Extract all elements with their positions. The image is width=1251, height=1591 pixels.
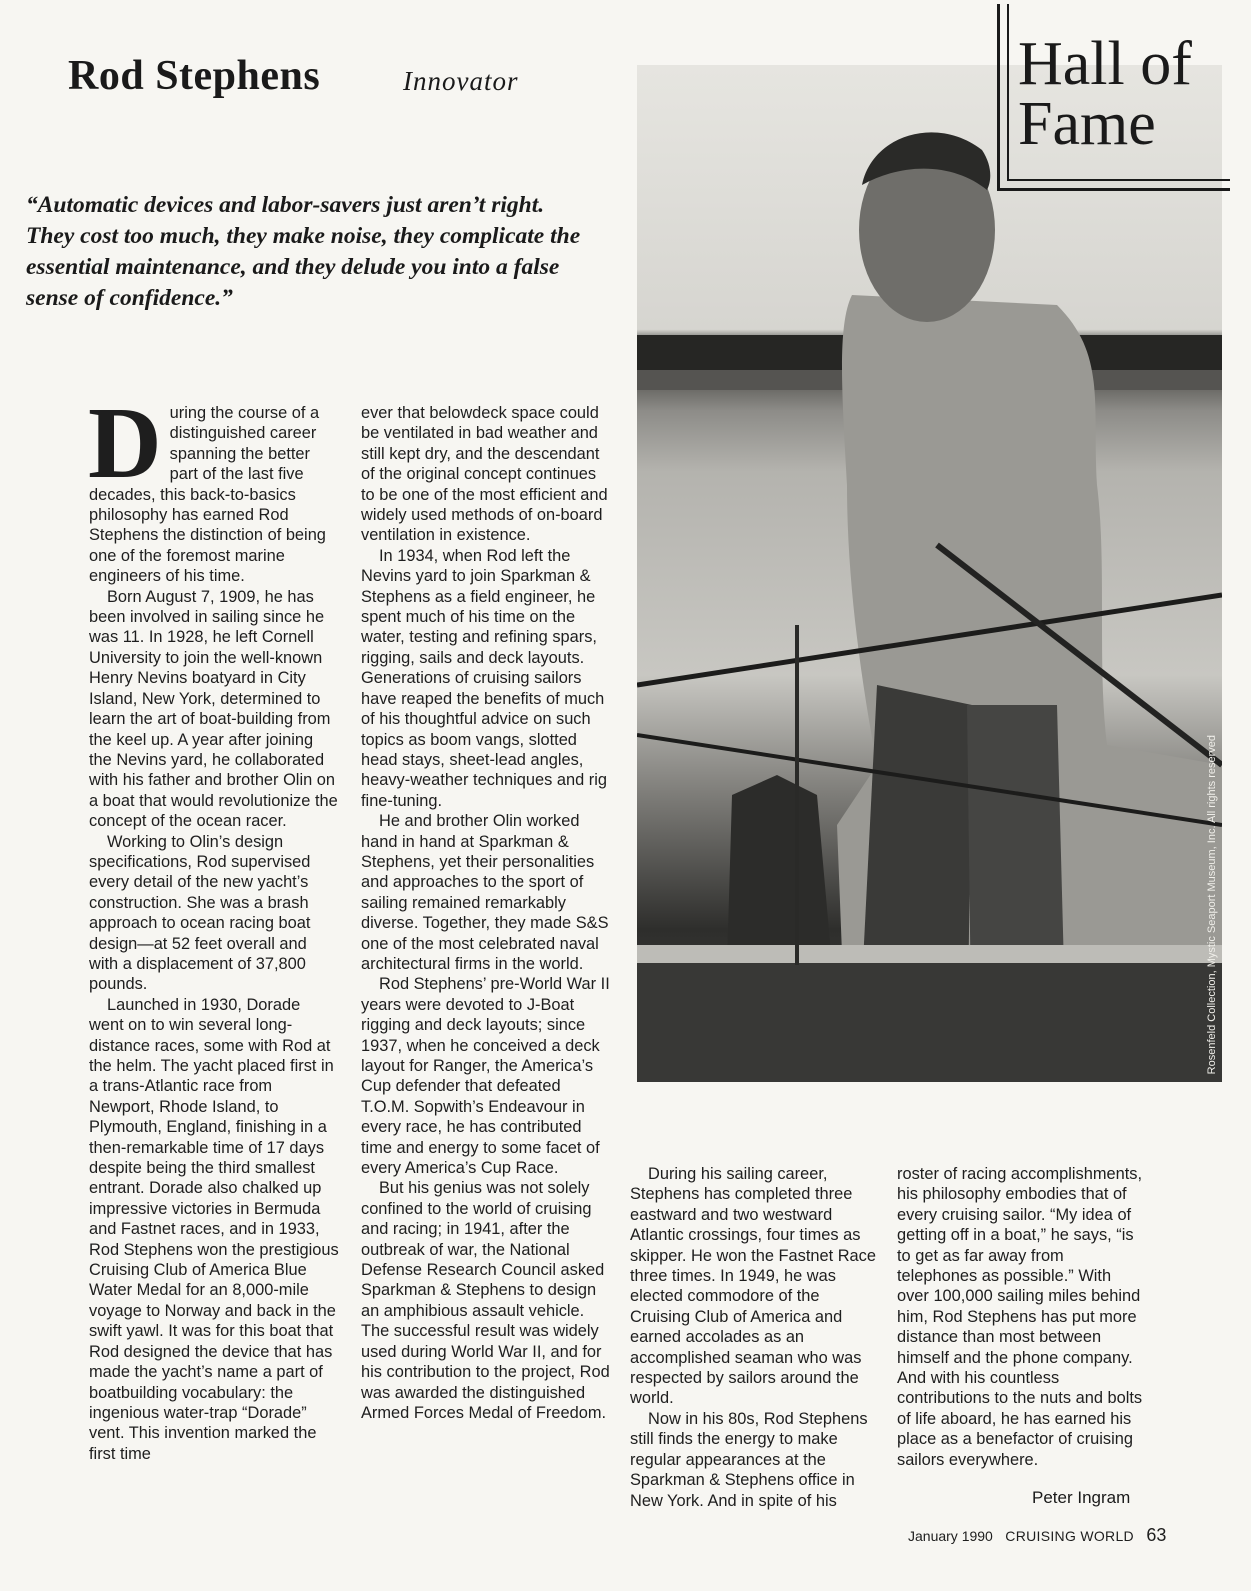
- article-column-2: [361, 403, 611, 1423]
- article-paragraph: He and brother Olin worked hand in hand at Sparkman & Stephens, yet their personalities and approaches to the sport of sailing remained remarkably diverse. Together, they made S&S one of the most celebrated naval architectural firms in the world.: [361, 812, 609, 973]
- paragraph-text: uring the course of a distinguished career spanning the better part of the last five decades, this back-to-basics philosophy has earned Rod Stephens the distinction of being one of the foremost marine engineers of his time.: [89, 404, 326, 586]
- article-paragraph: ever that belowdeck space could be ventilated in bad weather and still kept dry, and the descendant of the original concept continues to be one of the most efficient and widely used methods of on-board ventilation in existence.: [361, 404, 608, 545]
- article-title: Rod Stephens: [68, 53, 321, 99]
- section-title-line: Fame: [1018, 90, 1156, 158]
- article-paragraph: In 1934, when Rod left the Nevins yard to join Sparkman & Stephens as a field engineer, he spent much of his time on the water, testing and refining spars, rigging, sails and deck layouts. Generations of cruising sailors have reaped the benefits of much of his thoughtful advice on such topics as boom vangs, slotted head stays, sheet-lead angles, heavy-weather techniques and rig fine-tuning.: [361, 546, 608, 810]
- article-paragraph: During his sailing career, Stephens has completed three eastward and two westward Atlantic crossings, four times as skipper. He won the Fastnet Race three times. In 1949, he was elected commodore of the Cruising Club of America and earned accolades as an accomplished seaman who was respected by sailors around the world.: [630, 1165, 876, 1408]
- article-paragraph: Now in his 80s, Rod Stephens still finds the energy to make regular appearances at the Sparkman & Stephens office in New York. And in spite of his: [630, 1409, 868, 1510]
- section-box: [997, 4, 1230, 191]
- article-paragraph: Working to Olin’s design specifications, Rod supervised every detail of the new yacht’s construction. She was a brash approach to ocean racing boat design—at 52 feet overall and with a displacement of 37,800 pounds.: [89, 832, 311, 994]
- article-paragraph: roster of racing accomplishments, his philosophy embodies that of every cruising sailor. “My idea of getting off in a boat,” he says, “is to get as far away from telephones as possible.” With over 100,000 sailing miles behind him, Rod Stephens has put more distance than most between himself and the phone company. And with his countless contributions to the nuts and bolts of life aboard, he has earned his place as a benefactor of cruising sailors everywhere.: [897, 1165, 1143, 1469]
- article-column-4: [897, 1164, 1147, 1470]
- portrait-photo: [637, 65, 1222, 1082]
- section-title-line: Hall of: [1018, 30, 1192, 98]
- article-paragraph: [88, 387, 339, 587]
- pull-quote: “Automatic devices and labor-savers just aren’t right. They cost too much, they make noise, they complicate the essential maintenance, and they delude you into a false sense of confidence.”: [26, 192, 581, 311]
- issue-date: January 1990: [908, 1528, 993, 1544]
- article-paragraph: But his genius was not solely confined to the world of cruising and racing; in 1941, after the outbreak of war, the National Defense Research Council asked Sparkman & Stephens to design an amphibious assault vehicle. The successful result was widely used during World War II, and for his contribution to the project, Rod was awarded the distinguished Armed Forces Medal of Freedom.: [361, 1179, 610, 1422]
- page-footer: [908, 1525, 1166, 1546]
- photo-credit: Rosenfeld Collection, Mystic Seaport Museum, Inc. All rights reserved: [1206, 734, 1218, 1074]
- byline: Peter Ingram: [1032, 1488, 1131, 1507]
- article-paragraph: Rod Stephens’ pre-World War II years were devoted to J-Boat rigging and deck layouts; since 1937, when he conceived a deck layout for Ranger, the America’s Cup defender that defeated T.O.M. Sopwith’s Endeavour in every race, he has contributed time and energy to some facet of every America’s Cup Race.: [361, 975, 610, 1178]
- article-column-1: [88, 387, 339, 1464]
- article-paragraph: Launched in 1930, Dorade went on to win several long-distance races, some with Rod at the helm. The yacht placed first in a trans-Atlantic race from Newport, Rhode Island, to Plymouth, England, finishing in a then-remarkable time of 17 days despite being the third smallest entrant. Dorade also chalked up impressive victories in Bermuda and Fastnet races, and in 1933, Rod Stephens won the prestigious Cruising Club of America Blue Water Medal for an 8,000-mile voyage to Norway and back in the swift yawl. It was for this boat that Rod designed the device that has made the yacht’s name a part of boatbuilding vocabulary: the ingenious water-trap “Dorade” vent. This invention marked the first time: [89, 995, 339, 1463]
- magazine-name: CRUISING WORLD: [1005, 1528, 1134, 1544]
- section-title: [1018, 30, 1192, 158]
- article-column-3: [630, 1164, 880, 1511]
- drop-cap: D: [88, 387, 162, 500]
- article-paragraph: Born August 7, 1909, he has been involved in sailing since he was 11. In 1928, he left Cornell University to join the well-known Henry Nevins boatyard in City Island, New York, determined to learn the art of boat-building from the keel up. A year after joining the Nevins yard, he collaborated with his father and brother Olin on a boat that would revolutionize the concept of the ocean racer.: [89, 587, 338, 831]
- page-number: 63: [1146, 1525, 1167, 1545]
- article-subtitle: Innovator: [403, 66, 519, 96]
- photo-illustration: [637, 65, 1222, 1082]
